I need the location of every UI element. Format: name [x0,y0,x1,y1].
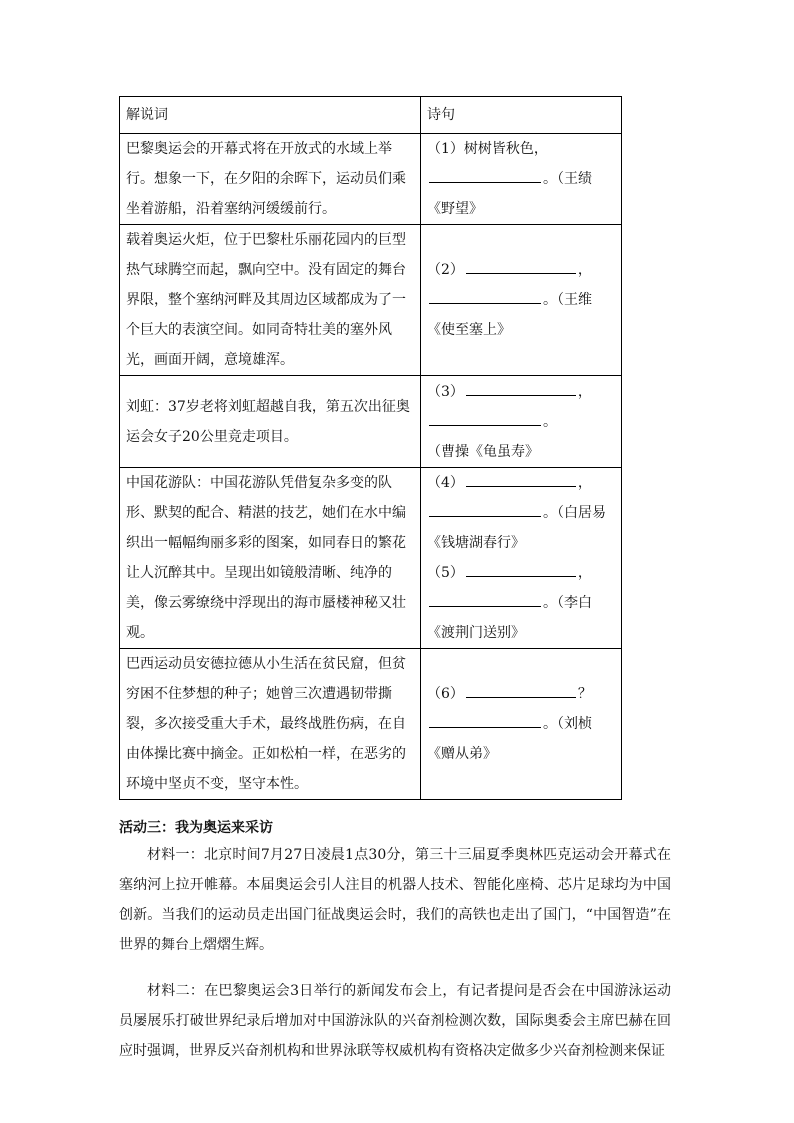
answer-blank[interactable] [466,472,576,487]
commentary-cell: 载着奥运火炬，位于巴黎杜乐丽花园内的巨型热气球腾空而起，飘向空中。没有固定的舞台界限，整个塞纳河畔及其周边区域都成为了一个巨大的表演空间。如同奇特壮美的塞外风光，画面开阔，意境雄浑。 [120,225,421,376]
material-one: 材料一：北京时间7月27日凌晨1点30分，第三十三届夏季奥林匹克运动会开幕式在塞纳河上拉开帷幕。本届奥运会引人注目的机器人技术、智能化座椅、芯片足球均为中国创新。当我们的运动员走出国门征战奥运会时，我们的高铁也走出了国门，“中国智造”在世界的舞台上熠熠生辉。 [119,847,671,953]
table-row [120,468,622,649]
answer-blank[interactable] [429,168,541,183]
table-row [120,649,622,800]
poem-text: （3） [427,383,464,400]
table-header-row [120,97,622,134]
poem-text: 。 [543,413,557,430]
poem-text: （4） [427,475,464,491]
answer-blank[interactable] [466,381,576,396]
material-two: 材料二：在巴黎奥运会3日举行的新闻发布会上，有记者提问是否会在中国游泳运动员屡展乐打破世界纪录后增加对中国游泳队的兴奋剂检测次数，国际奥委会主席巴赫在回应时强调，世界反兴奋剂机构和世界泳联等权威机构有资格决定做多少兴奋剂检测来保证 [119,983,671,1059]
poem-text: （曹操《龟虽寿》 [427,443,539,460]
poem-cell [421,134,622,225]
poem-cell [421,649,622,800]
poem-text: （6） [427,686,464,702]
commentary-cell: 巴西运动员安德拉德从小生活在贫民窟，但贫穷困不住梦想的种子；她曾三次遭遇韧带撕裂，多次接受重大手术，最终战胜伤病，在自由体操比赛中摘金。正如松柏一样，在恶劣的环境中坚贞不变，坚守本性。 [120,649,421,800]
commentary-cell: 中国花游队：中国花游队凭借复杂多变的队形、默契的配合、精湛的技艺，她们在水中编织出一幅幅绚丽多彩的图案，如同春日的繁花让人沉醉其中。呈现出如镜般清晰、纯净的美，像云雾缭绕中浮现出的海市蜃楼神秘又壮观。 [120,468,421,649]
poem-line [427,498,615,528]
poem-line [427,407,615,437]
section-title: 活动三：我为奥运来采访 [119,820,273,836]
poem-cell [421,468,622,649]
table-row [120,225,622,376]
poem-line [427,285,615,315]
poem-text: ， [577,565,592,581]
poem-line [427,164,615,194]
answer-blank[interactable] [466,683,576,698]
poem-text: 《赠从弟》 [427,746,497,762]
poem-line [427,315,615,345]
poem-line [427,528,615,558]
poem-text: （5） [427,565,464,581]
poem-line [427,679,615,709]
table-row [120,134,622,225]
poem-text: 《野望》 [427,201,483,217]
poem-text: ， [577,262,592,278]
table-row [120,376,622,468]
header-poem: 诗句 [421,97,622,134]
poem-text: 。（李白 [543,595,592,611]
poem-line [427,134,615,164]
poem-text: 。（王维 [543,292,592,308]
poem-text: 。（王绩 [543,171,592,187]
poem-line [427,739,615,769]
answer-blank[interactable] [429,592,541,607]
poem-line [427,194,615,224]
poem-text: ， [577,475,592,491]
poem-line [427,588,615,618]
answer-blank[interactable] [466,259,576,274]
poem-text: 。（白居易 [543,505,606,521]
commentary-cell: 刘虹：37岁老将刘虹超越自我，第五次出征奥运会女子20公里竞走项目。 [120,376,421,468]
commentary-cell: 巴黎奥运会的开幕式将在开放式的水域上举行。想象一下，在夕阳的余晖下，运动员们乘坐着游船，沿着塞纳河缓缓前行。 [120,134,421,225]
poem-cell [421,225,622,376]
poem-text: ， [577,383,592,400]
poem-line [427,468,615,498]
poem-table [119,96,622,800]
poem-text: 。（刘桢 [543,716,592,732]
poem-text: （1）树树皆秋色， [427,141,548,157]
poem-line [427,709,615,739]
poem-line [427,377,615,407]
poem-line [427,558,615,588]
poem-text: 《钱塘湖春行》 [427,535,525,551]
poem-line [427,255,615,285]
poem-text: 《渡荆门送别》 [427,625,525,641]
poem-cell [421,376,622,468]
answer-blank[interactable] [429,502,541,517]
poem-text: （2） [427,262,464,278]
answer-blank[interactable] [429,289,541,304]
answer-blank[interactable] [429,713,541,728]
poem-line [427,618,615,648]
table-body [120,134,622,800]
answer-blank[interactable] [466,562,576,577]
poem-text: ？ [577,686,592,702]
poem-line [427,437,615,467]
answer-blank[interactable] [429,411,541,426]
poem-text: 《使至塞上》 [427,322,511,338]
header-commentary: 解说词 [120,97,421,134]
